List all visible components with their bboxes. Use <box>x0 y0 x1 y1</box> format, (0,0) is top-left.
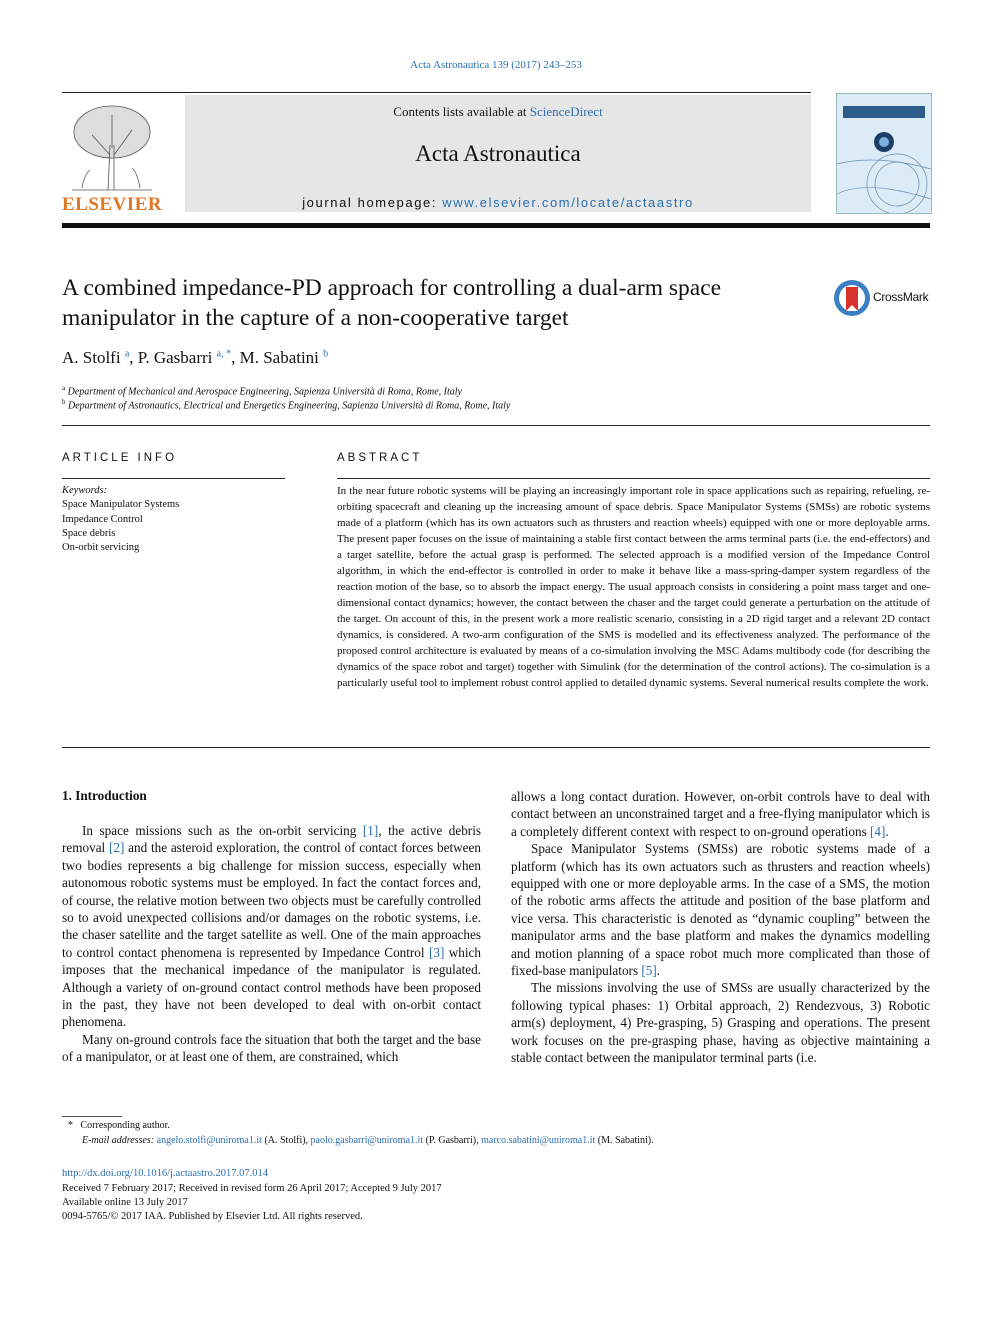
author-affiliation-marker[interactable]: a <box>124 348 130 360</box>
email-link[interactable]: angelo.stolfi@uniroma1.it <box>156 1135 262 1146</box>
title-line-1: A combined impedance-PD approach for controlling a dual-arm space <box>62 275 722 301</box>
abstract-rule <box>337 478 930 479</box>
text-run: which imposes that the mechanical impedance of the manipulator is regulated. Although a variety of on-ground contact control methods have been proposed in the past, they have not been developed to deal with on-orbit contact phenomena. <box>62 944 482 1030</box>
contents-prefix: Contents lists available at <box>393 104 530 119</box>
text-run: . <box>656 963 661 979</box>
elsevier-wordmark: ELSEVIER <box>62 194 163 215</box>
text-run: allows a long contact duration. However, on-orbit controls have to deal with contact between an unconstrained target and a free-flying manipulator which is a completely different context with respect to on-ground operations <box>511 789 930 839</box>
article-title <box>62 273 782 333</box>
keyword: Impedance Control <box>62 513 143 525</box>
copyright-notice: 0094-5765/© 2017 IAA. Published by Elsevier Ltd. All rights reserved. <box>62 1211 363 1222</box>
email-addresses <box>82 1135 654 1146</box>
received-dates: Received 7 February 2017; Received in revised form 26 April 2017; Accepted 9 July 2017 <box>62 1183 442 1194</box>
paragraph: Many on-ground controls face the situation that both the target and the base of a manipulator, or at least one of them, are constrained, which <box>62 1031 481 1065</box>
author-affiliation-marker[interactable]: b <box>323 348 329 360</box>
citation-link[interactable]: [4] <box>870 823 886 839</box>
email-owner: (P. Gasbarri), <box>423 1135 482 1146</box>
citation-link[interactable]: [5] <box>641 963 657 979</box>
footnote-marker: * <box>68 1120 73 1131</box>
paragraph <box>511 840 930 979</box>
crossmark-icon <box>833 279 873 319</box>
text-run: . <box>885 823 889 839</box>
affiliation-marker: b <box>62 398 66 406</box>
keywords-label: Keywords: <box>62 485 108 496</box>
author-affiliation-marker[interactable]: a, * <box>216 348 232 360</box>
keyword: Space Manipulator Systems <box>62 499 180 511</box>
body-column-left <box>62 822 481 1066</box>
email-owner: (M. Sabatini). <box>595 1135 654 1146</box>
title-line-2: manipulator in the capture of a non-cooperative target <box>62 305 569 331</box>
header-thick-rule <box>62 223 930 228</box>
citation-link[interactable]: [2] <box>108 840 125 856</box>
crossmark-label[interactable]: CrossMark <box>873 290 929 304</box>
text-run: In space missions such as the on-orbit servicing <box>82 823 363 838</box>
affiliation-text: Department of Mechanical and Aerospace Engineering, Sapienza Università di Roma, Rome, Italy <box>67 386 462 398</box>
author-name[interactable]: A. Stolfi <box>62 348 121 367</box>
text-run: , the active debris removal <box>62 823 481 856</box>
paragraph <box>62 822 481 1031</box>
email-link[interactable]: marco.sabatini@uniroma1.it <box>481 1135 596 1146</box>
article-info-heading: ARTICLE INFO <box>62 452 178 464</box>
journal-reference[interactable]: Acta Astronautica 139 (2017) 243–253 <box>410 59 582 71</box>
abstract-bottom-rule <box>62 747 930 748</box>
keyword: On-orbit servicing <box>62 542 140 554</box>
paragraph <box>511 788 930 840</box>
paragraph: The missions involving the use of SMSs are usually characterized by the following typical phases: 1) Orbital approach, 2) Rendezvous, 3) Robotic arm(s) deployment, 4) Pre-grasping, 5) Grasping and operations. The present work focuses on the pre-grasping phase, having as objective maintaining a stable contact between the manipulator terminal parts (i.e. <box>511 980 930 1066</box>
keyword: Space debris <box>62 527 116 539</box>
abstract-heading: ABSTRACT <box>337 452 423 464</box>
author-list: A. Stolfi $^a$, P. Gasbarri $^{a, *}$, M. Sabatini $^b$ <box>62 348 329 367</box>
footnote-text: Corresponding author. <box>80 1120 170 1131</box>
email-label: E-mail addresses: <box>82 1135 155 1146</box>
affiliation-text: Department of Astronautics, Electrical and Energetics Engineering, Sapienza Università di Roma, Rome, Italy <box>68 400 511 412</box>
article-info-rule <box>62 478 285 479</box>
keywords-block <box>62 484 285 555</box>
email-link[interactable]: paolo.gasbarri@uniroma1.it <box>310 1135 424 1146</box>
corresponding-author-note <box>68 1120 170 1131</box>
doi-link[interactable]: http://dx.doi.org/10.1016/j.actaastro.2017.07.014 <box>62 1168 268 1179</box>
text-run: Space Manipulator Systems (SMSs) are robotic systems made of a platform (which has its own actuators such as thrusters and reaction wheels) equipped with one or more deployable arms. In the case of a SMS, the motion of the robotic arms affects the attitude and position of the base platform and vice versa. This characteristic is denoted as “dynamic coupling” between the manipulator arms and the base platform and makes the dynamics modelling and motion planning of a space robot much more complicated than those of fixed-base manipulators <box>511 841 930 979</box>
journal-name: Acta Astronautica <box>415 141 581 166</box>
journal-cover-thumbnail[interactable] <box>836 93 932 214</box>
header-top-rule <box>62 92 811 93</box>
available-online: Available online 13 July 2017 <box>62 1197 188 1208</box>
body-column-right <box>511 788 930 1067</box>
affiliation-b <box>62 398 510 411</box>
text-run: and the asteroid exploration, the control of contact forces between two bodies represents a big challenge for mission success, especially when autonomous robotic systems must be employed. In fact the contact forces and, of course, the relative motion between two objects must be carefully controlled so to avoid unexpected collisions and/or damages on the robotic systems, i.e. the chaser satellite and the target satellite as well. One of the main approaches to control contact phenomena is represented by Impedance Control <box>62 840 481 960</box>
section-heading-introduction: 1. Introduction <box>62 788 147 803</box>
affiliation-a <box>62 384 462 397</box>
journal-homepage-line <box>185 195 811 210</box>
journal-homepage-link[interactable]: www.elsevier.com/locate/actaastro <box>442 195 694 210</box>
email-owner: (A. Stolfi), <box>261 1135 311 1146</box>
contents-available-line <box>185 104 811 120</box>
author-name[interactable]: P. Gasbarri <box>137 348 213 367</box>
homepage-prefix: journal homepage: <box>302 195 443 210</box>
citation-link[interactable]: [1] <box>362 823 379 838</box>
author-name[interactable]: M. Sabatini <box>239 348 319 367</box>
abstract-text: In the near future robotic systems will be playing an increasingly important role in space applications such as repairing, refueling, re-orbiting spacecraft and cleaning up the increasing amount of space debris. Space Manipulator Systems (SMSs) are robotic systems made of a platform (which has its own actuators such as thrusters and reaction wheels) equipped with one or more deployable arms. The present paper focuses on the issue of maintaining a stable first contact between the arms terminal parts (i.e. the end-effectors) and a target satellite, before the actual grasp is performed. The selected approach is a modified version of the Impedance Control algorithm, in which the end-effector is controlled in order to make it behave like a mass-spring-damper system regardless of the reaction motion of the base, so to absorb the impact energy. The usual approach consists in considering a point mass target and one-dimensional contact dynamics; however, the contact between the chaser and the target could generate a perturbation on the attitude of the target. On account of this, in the present work a more realistic scenario, consisting in a 2D rigid target and a relevant 2D contact dynamics, is considered. A two-arm configuration of the SMS is modelled and its effectiveness analyzed. The performance of the proposed control architecture is evaluated by means of a co-simulation involving the MSC Adams multibody code (for describing the dynamics of the space robot and target) together with Simulink (for the determination of the control actions). The co-simulation is a particularly useful tool to implement robust control applied to detailed dynamic systems. Several numerical results complete the work. <box>337 485 930 689</box>
footnote-rule <box>62 1116 122 1117</box>
title-block-rule <box>62 425 930 426</box>
citation-link[interactable]: [3] <box>428 944 445 960</box>
affiliation-marker: a <box>62 384 66 392</box>
sciencedirect-link[interactable]: ScienceDirect <box>529 104 603 119</box>
